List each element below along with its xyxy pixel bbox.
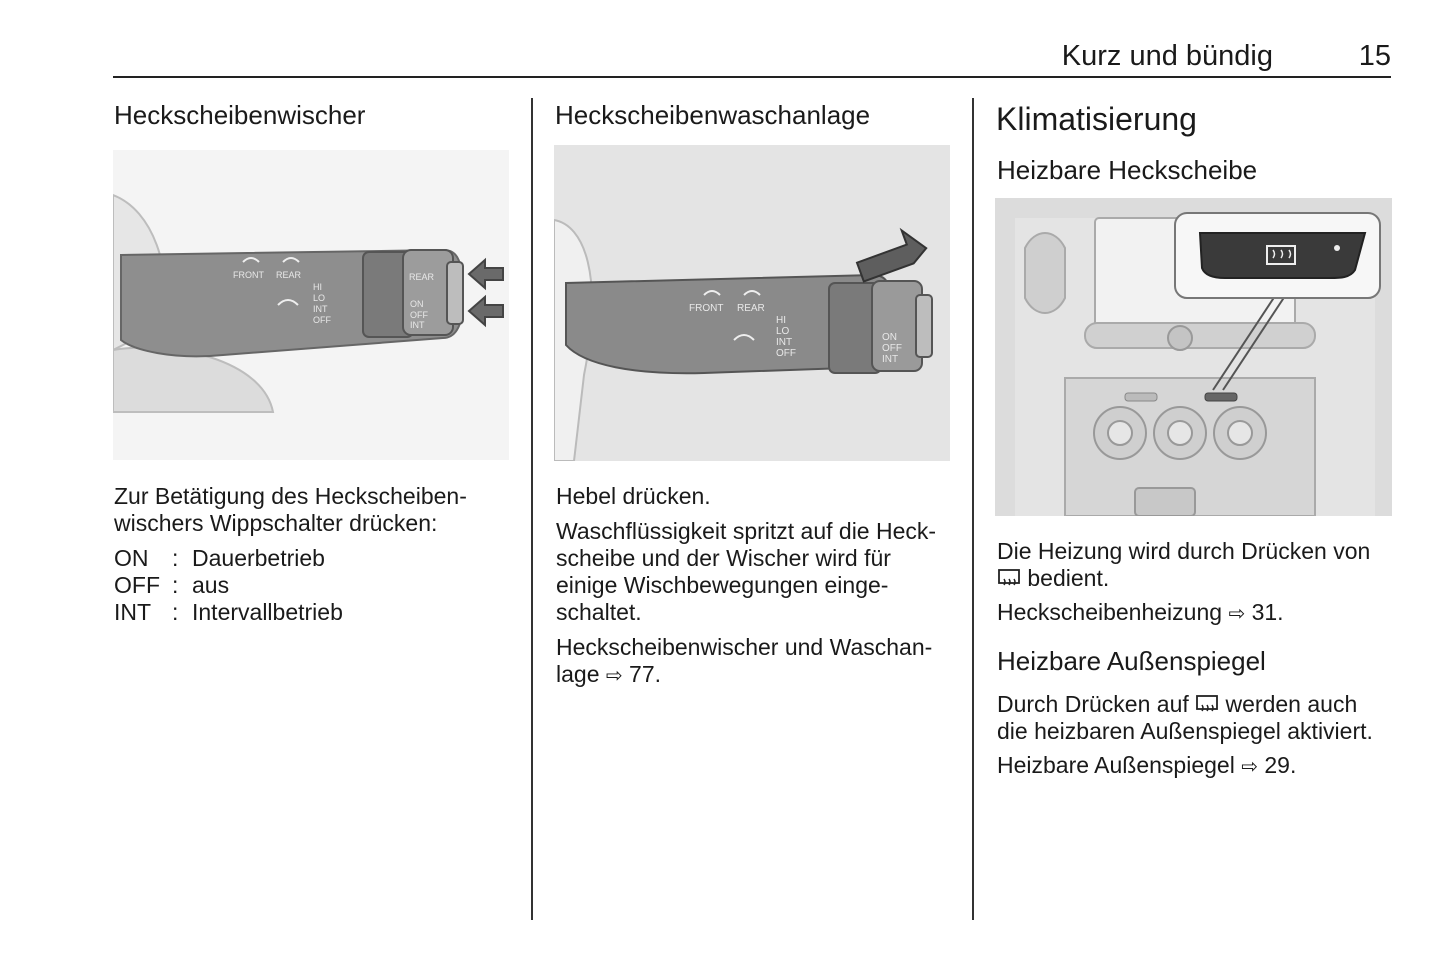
def-value: Dauerbetrieb bbox=[192, 545, 325, 571]
running-header-title: Kurz und bündig bbox=[1061, 40, 1273, 72]
col3-p2 bbox=[997, 599, 1284, 628]
col2-p2-line-3: einige Wischbewegungen einge- bbox=[556, 572, 889, 598]
col3-p2-text: Heckscheibenheizung bbox=[997, 599, 1223, 625]
fig1-label-off2: OFF bbox=[410, 310, 428, 320]
fig2-label-on: ON bbox=[882, 332, 897, 343]
fig2-label-int2: INT bbox=[882, 354, 899, 365]
rear-defrost-icon bbox=[1195, 693, 1219, 720]
def-value: Intervallbetrieb bbox=[192, 599, 343, 625]
col2-paragraph-1: Hebel drücken. bbox=[556, 483, 711, 509]
page-ref-arrow-icon: ⇨ bbox=[605, 665, 623, 687]
fig1-label-int: INT bbox=[313, 304, 328, 314]
fig2-label-rear: REAR bbox=[737, 303, 765, 314]
page-ref-link[interactable]: 31. bbox=[1251, 599, 1284, 625]
col2-p2-line-4: schaltet. bbox=[556, 599, 642, 625]
def-sep: : bbox=[172, 572, 179, 598]
col2-p2-line-1: Waschflüssigkeit spritzt auf die Heck- bbox=[556, 518, 937, 544]
figure-wiper-lever bbox=[113, 150, 509, 460]
def-row bbox=[114, 545, 343, 572]
fig2-label-lo: LO bbox=[776, 326, 790, 337]
figure-washer-lever bbox=[554, 145, 950, 461]
fig2-label-front: FRONT bbox=[689, 303, 724, 314]
def-row bbox=[114, 572, 343, 599]
page-ref-link[interactable]: 77. bbox=[629, 661, 662, 687]
fig1-label-int2: INT bbox=[410, 320, 425, 330]
fig2-label-off2: OFF bbox=[882, 343, 902, 354]
column-divider-2 bbox=[972, 98, 974, 920]
col3-p1-line-1: Die Heizung wird durch Drücken von bbox=[997, 538, 1371, 564]
fig1-label-rear: REAR bbox=[276, 270, 302, 280]
header-rule bbox=[113, 76, 1391, 78]
col3-p3-line-2: die heizbaren Außenspiegel aktiviert. bbox=[997, 718, 1373, 744]
section-heading-rear-washer: Heckscheibenwaschanlage bbox=[555, 100, 871, 130]
col2-p3-line-1: Heckscheibenwischer und Waschan- bbox=[556, 634, 933, 660]
def-key: OFF bbox=[114, 572, 160, 598]
col2-p3-line-2 bbox=[556, 661, 661, 690]
page-ref-link[interactable]: 29. bbox=[1264, 752, 1297, 778]
col2-p2-line-2: scheibe und der Wischer wird für bbox=[556, 545, 891, 571]
col3-p1-line-2 bbox=[997, 565, 1109, 594]
page-number: 15 bbox=[1358, 40, 1391, 72]
fig1-label-on: ON bbox=[410, 299, 424, 309]
fig1-label-hi: HI bbox=[313, 282, 322, 292]
section-heading-heated-mirrors: Heizbare Außenspiegel bbox=[997, 646, 1266, 676]
col3-p1-text: bedient. bbox=[1027, 565, 1110, 591]
switch-positions-list bbox=[114, 545, 343, 626]
col1-intro-line-2: wischers Wippschalter drücken: bbox=[114, 510, 438, 536]
page-ref-arrow-icon: ⇨ bbox=[1228, 603, 1246, 625]
def-key: ON bbox=[114, 545, 149, 571]
page-ref-arrow-icon: ⇨ bbox=[1241, 756, 1258, 778]
fig1-label-off: OFF bbox=[313, 315, 331, 325]
col3-p3-text-b: werden auch bbox=[1225, 691, 1358, 717]
chapter-title: Klimatisierung bbox=[996, 101, 1197, 137]
section-heading-rear-wiper: Heckscheibenwischer bbox=[114, 100, 366, 130]
col3-p4 bbox=[997, 752, 1296, 781]
def-sep: : bbox=[172, 545, 179, 571]
col3-p4-text: Heizbare Außenspiegel bbox=[997, 752, 1235, 778]
col1-intro-line-1: Zur Betätigung des Heckscheiben- bbox=[114, 483, 467, 509]
column-divider-1 bbox=[531, 98, 533, 920]
section-heading-heated-rear-window: Heizbare Heckscheibe bbox=[997, 155, 1258, 185]
fig2-label-off: OFF bbox=[776, 348, 796, 359]
col3-p3-line-1 bbox=[997, 691, 1357, 720]
col2-p3-text: lage bbox=[556, 661, 600, 687]
fig2-label-hi: HI bbox=[776, 315, 786, 326]
def-row bbox=[114, 599, 343, 626]
def-key: INT bbox=[114, 599, 152, 625]
def-sep: : bbox=[172, 599, 179, 625]
fig1-label-front: FRONT bbox=[233, 270, 264, 280]
fig2-label-int: INT bbox=[776, 337, 793, 348]
def-value: aus bbox=[192, 572, 230, 598]
fig1-label-lo: LO bbox=[313, 293, 326, 303]
col3-p3-text-a: Durch Drücken auf bbox=[997, 691, 1189, 717]
rear-defrost-icon bbox=[997, 567, 1021, 594]
figure-center-console bbox=[995, 198, 1392, 516]
fig1-label-rear2: REAR bbox=[409, 272, 435, 282]
